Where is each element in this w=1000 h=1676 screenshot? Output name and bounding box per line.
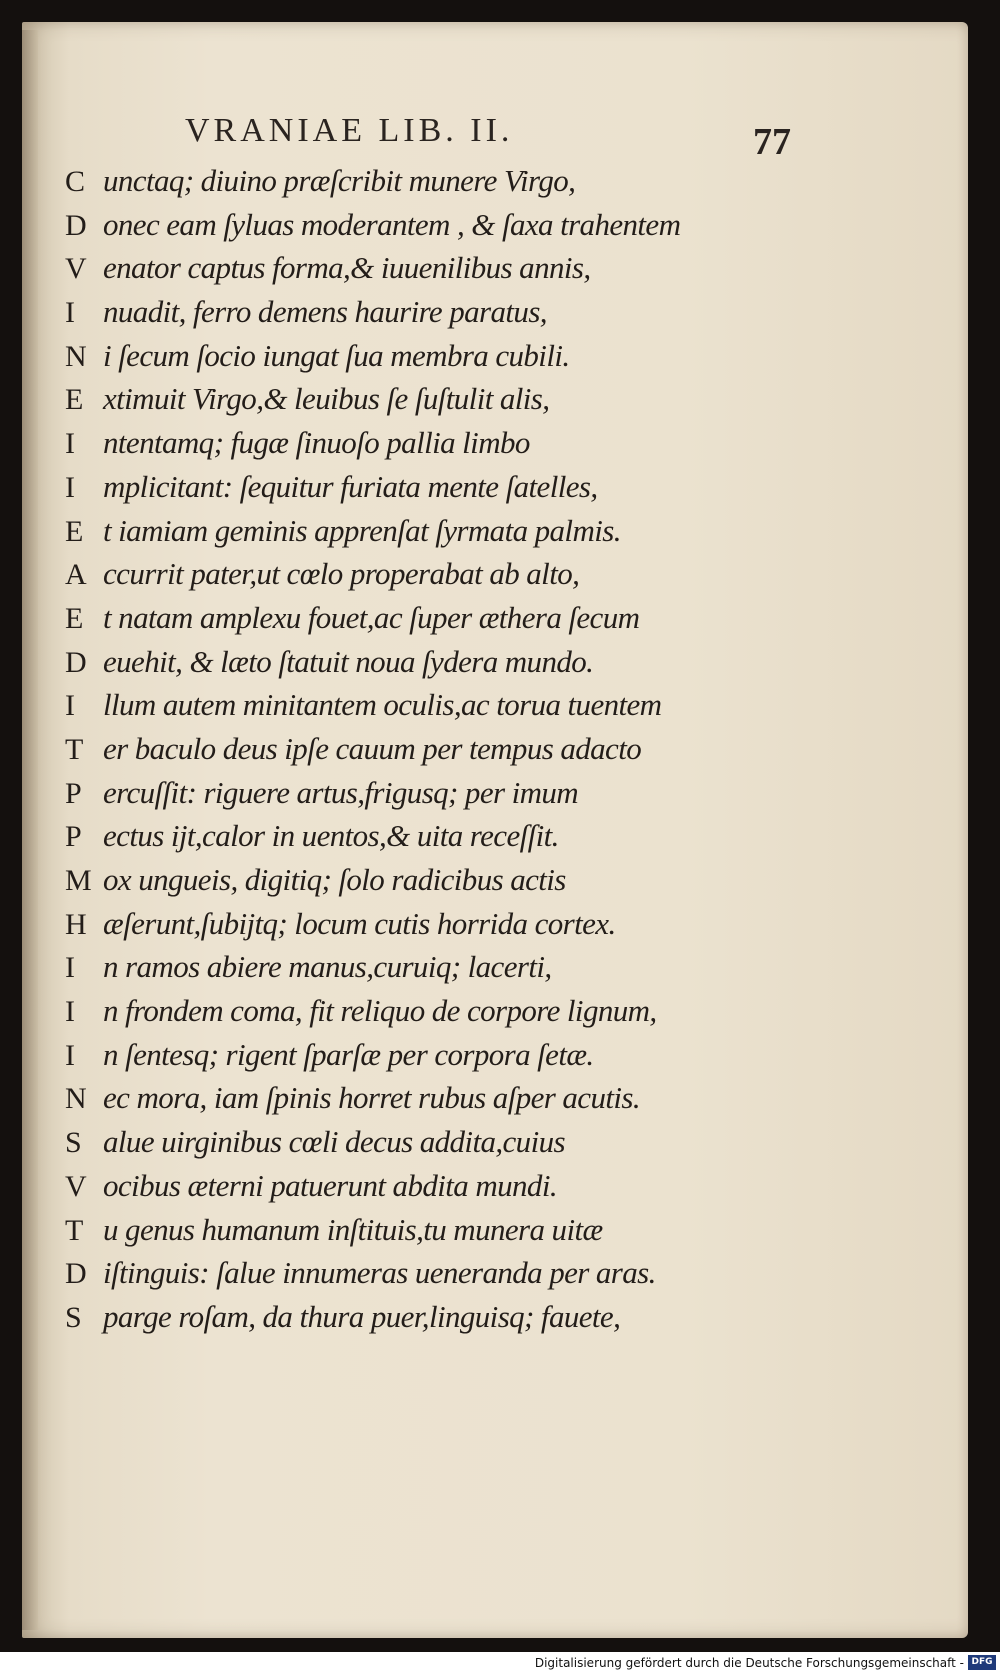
verse-initial: N — [65, 339, 87, 373]
verse-text: enator captus forma,& iuuenilibus annis, — [103, 250, 591, 286]
verse-initial: I — [65, 689, 75, 723]
verse-line — [65, 862, 785, 906]
verse-text: ccurrit pater,ut cœlo properabat ab alto, — [103, 556, 580, 592]
verse-initial: V — [65, 1169, 87, 1203]
verse-text: llum autem minitantem oculis,ac torua tuentem — [103, 687, 662, 723]
verse-text: iſtinguis: ſalue innumeras ueneranda per aras. — [103, 1255, 656, 1291]
verse-text: n ramos abiere manus,curuiq; lacerti, — [103, 949, 552, 985]
verse-initial: D — [65, 208, 87, 242]
verse-line — [65, 469, 785, 513]
verse-line — [65, 1299, 785, 1343]
verse-initial: D — [65, 645, 87, 679]
verse-line — [65, 513, 785, 557]
verse-line — [65, 207, 785, 251]
verse-line — [65, 381, 785, 425]
verse-initial: I — [65, 1038, 75, 1072]
footer-bar — [0, 1652, 1000, 1676]
verse-initial: T — [65, 1213, 84, 1247]
verse-line — [65, 775, 785, 819]
running-head: VRANIAE LIB. II. — [185, 112, 514, 149]
verse-list — [65, 163, 785, 1343]
page-number: 77 — [753, 121, 791, 163]
verse-line — [65, 338, 785, 382]
verse-initial: S — [65, 1126, 82, 1160]
verse-line — [65, 294, 785, 338]
verse-line — [65, 1255, 785, 1299]
verse-text: nuadit, ferro demens haurire paratus, — [103, 294, 547, 330]
verse-text: ectus ijt,calor in uentos,& uita receſſit. — [103, 818, 559, 854]
verse-text: t iamiam geminis apprenſat ſyrmata palmis. — [103, 512, 621, 548]
verse-text: ocibus æterni patuerunt abdita mundi. — [103, 1167, 557, 1203]
verse-initial: V — [65, 252, 87, 286]
verse-line — [65, 949, 785, 993]
dfg-logo: DFG — [968, 1655, 996, 1670]
verse-text: alue uirginibus cœli decus addita,cuius — [103, 1124, 565, 1160]
verse-line — [65, 250, 785, 294]
verse-text: mplicitant: ſequitur furiata mente ſatelles, — [103, 468, 598, 504]
verse-initial: I — [65, 296, 75, 330]
verse-line — [65, 818, 785, 862]
page-gutter — [22, 30, 38, 1630]
verse-line — [65, 1037, 785, 1081]
verse-line — [65, 556, 785, 600]
verse-text: onec eam ſyluas moderantem , & ſaxa trahentem — [103, 206, 681, 242]
verse-line — [65, 644, 785, 688]
verse-initial: P — [65, 776, 82, 810]
verse-line — [65, 906, 785, 950]
verse-text: unctaq; diuino præſcribit munere Virgo, — [103, 163, 576, 198]
verse-text: n ſentesq; rigent ſparſæ per corpora ſetæ. — [103, 1036, 594, 1072]
verse-text: ntentamq; fugæ ſinuoſo pallia limbo — [103, 425, 530, 461]
verse-initial: I — [65, 951, 75, 985]
verse-line — [65, 1080, 785, 1124]
verse-text: er baculo deus ipſe cauum per tempus adacto — [103, 730, 642, 766]
verse-initial: E — [65, 514, 84, 548]
verse-initial: A — [65, 558, 87, 592]
verse-initial: H — [65, 907, 87, 941]
verse-initial: N — [65, 1082, 87, 1116]
verse-text: ox ungueis, digitiq; ſolo radicibus actis — [103, 862, 566, 897]
verse-text: i ſecum ſocio iungat ſua membra cubili. — [103, 337, 570, 373]
verse-line — [65, 163, 785, 207]
verse-initial: E — [65, 383, 84, 417]
verse-initial: C — [65, 165, 86, 198]
verse-line — [65, 1212, 785, 1256]
verse-line — [65, 993, 785, 1037]
verse-text: u genus humanum inſtituis,tu munera uitæ — [103, 1211, 603, 1247]
verse-line — [65, 1124, 785, 1168]
verse-text: ercuſſit: riguere artus,frigusq; per imum — [103, 774, 579, 810]
verse-text: euehit, & læto ſtatuit noua ſydera mundo. — [103, 643, 594, 679]
verse-line — [65, 687, 785, 731]
verse-initial: I — [65, 995, 75, 1029]
verse-initial: E — [65, 601, 84, 635]
verse-initial: I — [65, 427, 75, 461]
verse-line — [65, 425, 785, 469]
verse-line — [65, 600, 785, 644]
verse-initial: M — [65, 864, 92, 897]
verse-line — [65, 1168, 785, 1212]
verse-text: xtimuit Virgo,& leuibus ſe ſuſtulit alis, — [103, 381, 550, 417]
verse-initial: D — [65, 1257, 87, 1291]
verse-text: t natam amplexu fouet,ac ſuper æthera ſecum — [103, 599, 640, 635]
verse-text: ec mora, iam ſpinis horret rubus aſper acutis. — [103, 1080, 640, 1116]
verse-text: n frondem coma, fit reliquo de corpore lignum, — [103, 993, 657, 1029]
verse-initial: S — [65, 1300, 82, 1334]
verse-initial: I — [65, 470, 75, 504]
funding-credit: Digitalisierung gefördert durch die Deutsche Forschungsgemeinschaft - — [534, 1656, 964, 1670]
verse-text: parge roſam, da thura puer,linguisq; fauete, — [103, 1298, 621, 1334]
verse-initial: T — [65, 732, 84, 766]
verse-line — [65, 731, 785, 775]
verse-initial: P — [65, 820, 82, 854]
verse-text: æſerunt,ſubijtq; locum cutis horrida cortex. — [103, 905, 616, 941]
